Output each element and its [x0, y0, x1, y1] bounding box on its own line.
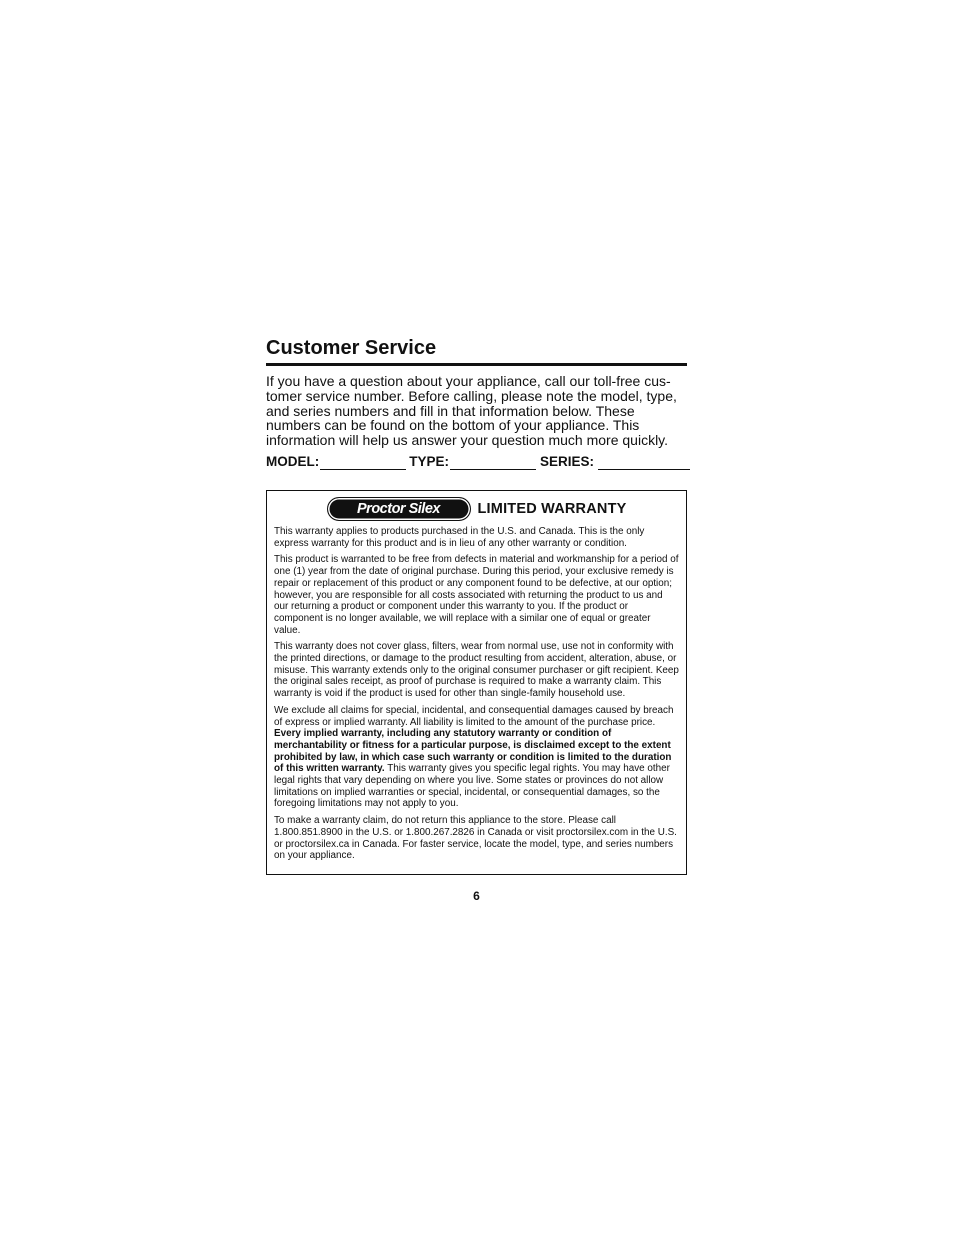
warranty-header	[274, 497, 679, 521]
warranty-paragraph-2: This product is warranted to be free from defects in material and workmanship for a period of one (1) year from the date of original purchase. During this period, your exclusive remedy is repair or replacement of this product or any component found to be defective, at our option; however, you are responsible for all costs associated with returning the product to us and our returning a product or component under this warranty to you. If the product or component is no longer available, we will replace with a similar one of equal or greater value.	[274, 554, 679, 636]
manual-page	[266, 336, 687, 903]
warranty-paragraph-5: To make a warranty claim, do not return this appliance to the store. Please call 1.800.851.8900 in the U.S. or 1.800.267.2826 in Canada or visit proctorsilex.com in the U.S. or proctorsilex.ca in Canada. For faster service, locate the model, type, and series numbers on your appliance.	[274, 815, 677, 862]
warranty-p4-end: This warranty gives you specific legal rights. You may have other legal rights that vary depending on where you live. Some states or provinces do not allow limitations on implied warranties or special, incidental, or consequential damages, so the foregoing limitations may not apply to you.	[274, 763, 670, 810]
brand-logo	[327, 497, 471, 521]
model-label: MODEL:	[266, 453, 320, 469]
model-blank	[320, 457, 406, 470]
page-number: 6	[473, 888, 480, 903]
intro-paragraph: If you have a question about your appliance, call our toll-free cus-tomer service number. Before calling, please note the model, type, and series numbers and fill in that information below. These numbers can be found on the bottom of your appliance. This information will help us answer your question much more quickly.	[266, 373, 677, 449]
warranty-paragraph-1: This warranty applies to products purchased in the U.S. and Canada. This is the only express warranty for this product and is in lieu of any other warranty or condition.	[274, 525, 645, 549]
type-label: TYPE:	[409, 453, 450, 469]
model-field	[266, 454, 406, 470]
warranty-paragraph-4	[274, 705, 679, 810]
series-field	[540, 454, 690, 470]
page-title: Customer Service	[266, 336, 687, 366]
warranty-p4-bold: Every implied warranty, including any statutory warranty or condition of merchantability or fitness for a particular purpose, is disclaimed except to the extent prohibited by law, in which case such warranty or condition is limited to the duration of this written warranty.	[274, 728, 672, 775]
type-field	[409, 454, 536, 470]
warranty-p4-start: We exclude all claims for special, incidental, and consequential damages caused by breach of express or implied warranty. All liability is limited to the amount of the purchase price.	[274, 704, 674, 728]
series-blank	[598, 457, 690, 470]
product-info-fields	[266, 454, 687, 470]
warranty-title: LIMITED WARRANTY	[477, 500, 627, 517]
warranty-paragraph-3: This warranty does not cover glass, filters, wear from normal use, use not in conformity with the printed directions, or damage to the product resulting from accident, alteration, abuse, or misuse. This warranty extends only to the original consumer purchaser or gift recipient. Keep the original sales receipt, as proof of purchase is required to make a warranty claim. This warranty is void if the product is used for other than single-family household use.	[274, 641, 679, 700]
type-blank	[450, 457, 536, 470]
warranty-box	[266, 490, 687, 875]
brand-logo-text: Proctor Silex	[357, 500, 440, 517]
series-label: SERIES:	[540, 453, 595, 469]
